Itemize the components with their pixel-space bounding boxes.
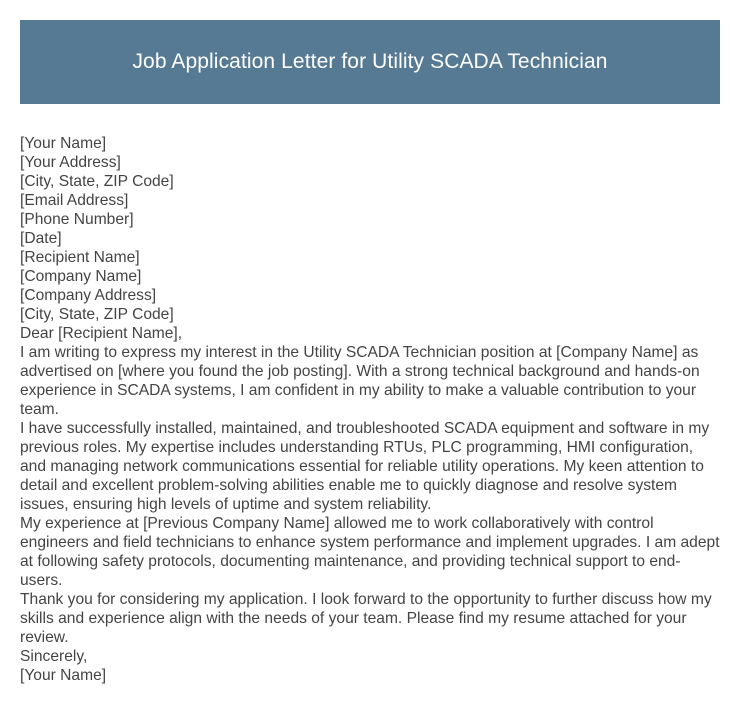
sender-address: [Your Address] <box>20 154 121 171</box>
sender-name: [Your Name] <box>20 135 107 152</box>
paragraph-experience: My experience at [Previous Company Name] allowed me to work collaboratively with control engineers and field technicians to enhance system performance and implement upgrades. I am adept at following safety protocols, documenting maintenance, and providing technical support to end-users. <box>20 515 720 589</box>
paragraph-closing: Thank you for considering my application. I look forward to the opportunity to further discuss how my skills and experience align with the needs of your team. Please find my resume attached for your review. <box>20 591 712 646</box>
recipient-company: [Company Name] <box>20 268 142 285</box>
header-banner <box>20 20 720 104</box>
sender-email: [Email Address] <box>20 192 129 209</box>
paragraph-intro: I am writing to express my interest in the Utility SCADA Technician position at [Company Name] as advertised on [where you found the job posting]. With a strong technical background and hands-on experience in SCADA systems, I am confident in my ability to make a valuable contribution to your team. <box>20 344 700 418</box>
sender-city-state-zip: [City, State, ZIP Code] <box>20 173 174 190</box>
letter-date: [Date] <box>20 230 62 247</box>
paragraph-skills: I have successfully installed, maintained, and troubleshooted SCADA equipment and software in my previous roles. My expertise includes understanding RTUs, PLC programming, HMI configuration, and managing network communications essential for reliable utility operations. My keen attention to detail and excellent problem-solving abilities enable me to quickly diagnose and resolve system issues, ensuring high levels of uptime and system reliability. <box>20 420 710 513</box>
recipient-name: [Recipient Name] <box>20 249 140 266</box>
recipient-company-address: [Company Address] <box>20 287 157 304</box>
closing: Sincerely, <box>20 648 88 665</box>
recipient-city-state-zip: [City, State, ZIP Code] <box>20 306 174 323</box>
salutation: Dear [Recipient Name], <box>20 325 183 342</box>
signature: [Your Name] <box>20 667 107 684</box>
page-title: Job Application Letter for Utility SCADA Technician <box>132 50 608 73</box>
sender-phone: [Phone Number] <box>20 211 134 228</box>
letter-body <box>20 134 722 685</box>
